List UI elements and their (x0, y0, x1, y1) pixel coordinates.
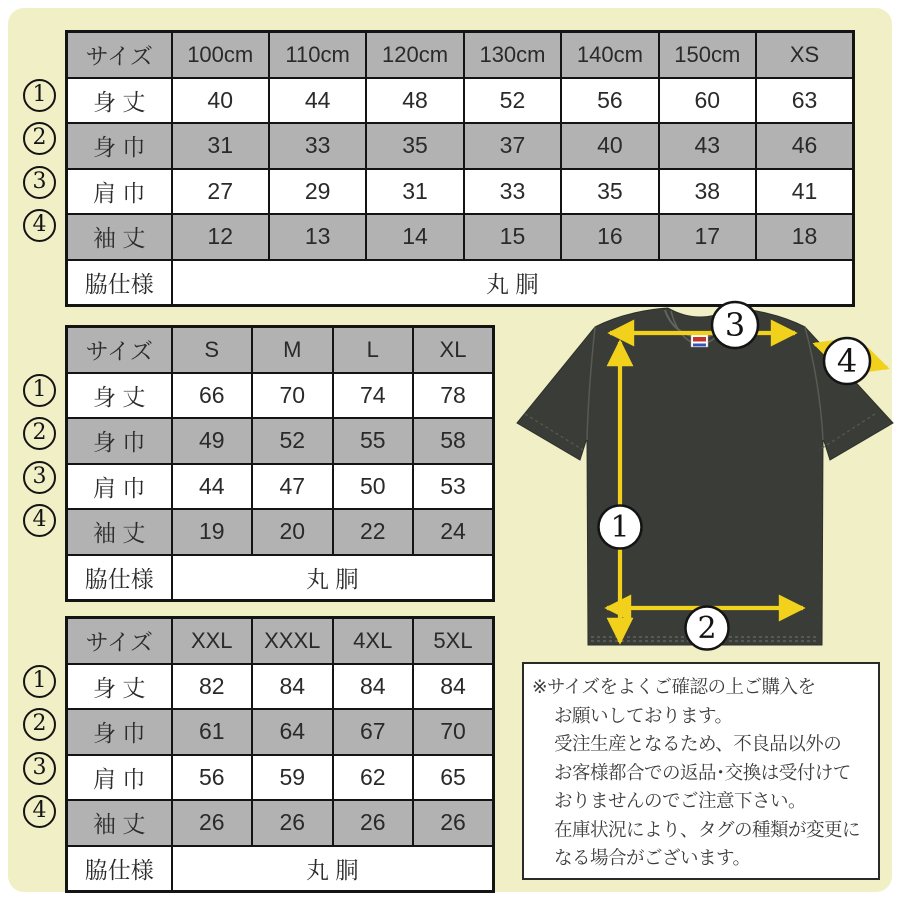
size-value-cell: 31 (172, 123, 269, 169)
row-marker-2: 2 (23, 122, 56, 155)
side-spec-label: 脇仕様 (67, 846, 172, 892)
side-spec-label: 脇仕様 (67, 555, 172, 601)
size-value-cell: 20 (252, 509, 333, 555)
size-table-s-xl (65, 325, 495, 602)
row-label: 身 丈 (67, 373, 172, 419)
row-marker-2: 2 (23, 417, 56, 450)
size-value-cell: 84 (333, 664, 414, 710)
column-header: XL (413, 327, 494, 373)
svg-text:1: 1 (610, 510, 630, 545)
size-value-cell: 74 (333, 373, 414, 419)
size-value-cell: 50 (333, 464, 414, 510)
size-value-cell: 61 (172, 709, 253, 755)
row-label: 袖 丈 (67, 800, 172, 846)
size-value-cell: 70 (252, 373, 333, 419)
row-marker-1: 1 (23, 665, 56, 698)
svg-text:4: 4 (836, 342, 858, 380)
adult-size-chart-section (14, 325, 495, 602)
size-value-cell: 38 (659, 169, 756, 215)
row-marker-4: 4 (23, 504, 56, 537)
row-label: 袖 丈 (67, 214, 172, 260)
row-label: 身 丈 (67, 78, 172, 124)
size-value-cell: 33 (464, 169, 561, 215)
size-value-cell: 67 (333, 709, 414, 755)
column-header: 110cm (269, 32, 366, 78)
size-value-cell: 44 (269, 78, 366, 124)
big-size-chart-section (14, 616, 495, 893)
size-value-cell: 19 (172, 509, 253, 555)
size-value-cell: 35 (366, 123, 463, 169)
column-header: 150cm (659, 32, 756, 78)
size-value-cell: 47 (252, 464, 333, 510)
size-header-label: サイズ (67, 327, 172, 373)
size-value-cell: 66 (172, 373, 253, 419)
size-value-cell: 40 (561, 123, 658, 169)
column-header: M (252, 327, 333, 373)
brand-tag (691, 334, 708, 347)
row-marker-3: 3 (23, 166, 56, 199)
note-line: ※サイズをよくご確認の上ご購入を (532, 676, 816, 697)
size-value-cell: 48 (366, 78, 463, 124)
column-header: XS (756, 32, 853, 78)
row-marker-1: 1 (23, 79, 56, 112)
size-value-cell: 35 (561, 169, 658, 215)
size-value-cell: 52 (252, 418, 333, 464)
size-value-cell: 43 (659, 123, 756, 169)
note-line: 在庫状況により、タグの種類が変更に (554, 818, 861, 840)
size-value-cell: 27 (172, 169, 269, 215)
size-value-cell: 22 (333, 509, 414, 555)
row-label: 身 巾 (67, 709, 172, 755)
side-spec-value: 丸 胴 (172, 555, 494, 601)
column-header: S (172, 327, 253, 373)
side-spec-label: 脇仕様 (67, 260, 172, 306)
size-table-xxl-5xl (65, 616, 495, 893)
marker-3 (712, 302, 758, 348)
row-label: 袖 丈 (67, 509, 172, 555)
size-value-cell: 18 (756, 214, 853, 260)
column-header: 100cm (172, 32, 269, 78)
note-line: なる場合がございます。 (554, 847, 751, 868)
row-number-column (14, 325, 65, 586)
column-header: 4XL (333, 618, 414, 664)
note-line: おりませんのでご注意下さい。 (554, 790, 807, 811)
size-value-cell: 63 (756, 78, 853, 124)
marker-1 (599, 506, 642, 549)
column-header: 5XL (413, 618, 494, 664)
kids-size-chart-section (14, 30, 855, 307)
size-value-cell: 29 (269, 169, 366, 215)
size-value-cell: 31 (366, 169, 463, 215)
row-marker-4: 4 (23, 209, 56, 242)
size-table-kids-xs (65, 30, 855, 307)
column-header: XXXL (252, 618, 333, 664)
size-value-cell: 16 (561, 214, 658, 260)
size-value-cell: 84 (252, 664, 333, 710)
row-number-column (14, 616, 65, 877)
row-marker-2: 2 (23, 708, 56, 741)
side-spec-value: 丸 胴 (172, 260, 854, 306)
svg-text:3: 3 (724, 306, 746, 344)
row-label: 身 巾 (67, 418, 172, 464)
size-value-cell: 26 (413, 800, 494, 846)
size-value-cell: 56 (172, 755, 253, 801)
column-header: 140cm (561, 32, 658, 78)
svg-text:2: 2 (697, 611, 717, 646)
size-value-cell: 26 (252, 800, 333, 846)
row-number-column (14, 30, 65, 291)
size-value-cell: 37 (464, 123, 561, 169)
row-label: 肩 巾 (67, 755, 172, 801)
size-value-cell: 78 (413, 373, 494, 419)
column-header: L (333, 327, 414, 373)
row-marker-4: 4 (23, 795, 56, 828)
size-value-cell: 62 (333, 755, 414, 801)
column-header: 120cm (366, 32, 463, 78)
side-spec-value: 丸 胴 (172, 846, 494, 892)
marker-4 (824, 338, 870, 384)
column-header: XXL (172, 618, 253, 664)
size-value-cell: 64 (252, 709, 333, 755)
size-value-cell: 17 (659, 214, 756, 260)
row-label: 身 巾 (67, 123, 172, 169)
row-marker-3: 3 (23, 461, 56, 494)
size-value-cell: 26 (333, 800, 414, 846)
size-value-cell: 24 (413, 509, 494, 555)
size-header-label: サイズ (67, 32, 172, 78)
row-marker-3: 3 (23, 752, 56, 785)
size-value-cell: 60 (659, 78, 756, 124)
size-header-label: サイズ (67, 618, 172, 664)
size-value-cell: 49 (172, 418, 253, 464)
size-value-cell: 53 (413, 464, 494, 510)
size-value-cell: 26 (172, 800, 253, 846)
size-value-cell: 15 (464, 214, 561, 260)
size-value-cell: 33 (269, 123, 366, 169)
note-line: 受注生産となるため、不良品以外の (554, 733, 842, 754)
size-value-cell: 41 (756, 169, 853, 215)
size-value-cell: 58 (413, 418, 494, 464)
tshirt-measurement-diagram (505, 300, 895, 656)
row-label: 身 丈 (67, 664, 172, 710)
size-value-cell: 40 (172, 78, 269, 124)
size-value-cell: 14 (366, 214, 463, 260)
note-line: お願いしております。 (554, 704, 733, 726)
size-value-cell: 59 (252, 755, 333, 801)
size-value-cell: 52 (464, 78, 561, 124)
size-value-cell: 13 (269, 214, 366, 260)
size-value-cell: 46 (756, 123, 853, 169)
size-value-cell: 82 (172, 664, 253, 710)
size-value-cell: 84 (413, 664, 494, 710)
column-header: 130cm (464, 32, 561, 78)
row-label: 肩 巾 (67, 169, 172, 215)
note-line: お客様都合での返品･交換は受付けて (554, 761, 851, 783)
size-value-cell: 55 (333, 418, 414, 464)
size-value-cell: 12 (172, 214, 269, 260)
marker-2 (686, 607, 729, 650)
size-value-cell: 56 (561, 78, 658, 124)
size-value-cell: 70 (413, 709, 494, 755)
row-label: 肩 巾 (67, 464, 172, 510)
size-value-cell: 44 (172, 464, 253, 510)
row-marker-1: 1 (23, 374, 56, 407)
size-value-cell: 65 (413, 755, 494, 801)
purchase-note (522, 662, 880, 880)
